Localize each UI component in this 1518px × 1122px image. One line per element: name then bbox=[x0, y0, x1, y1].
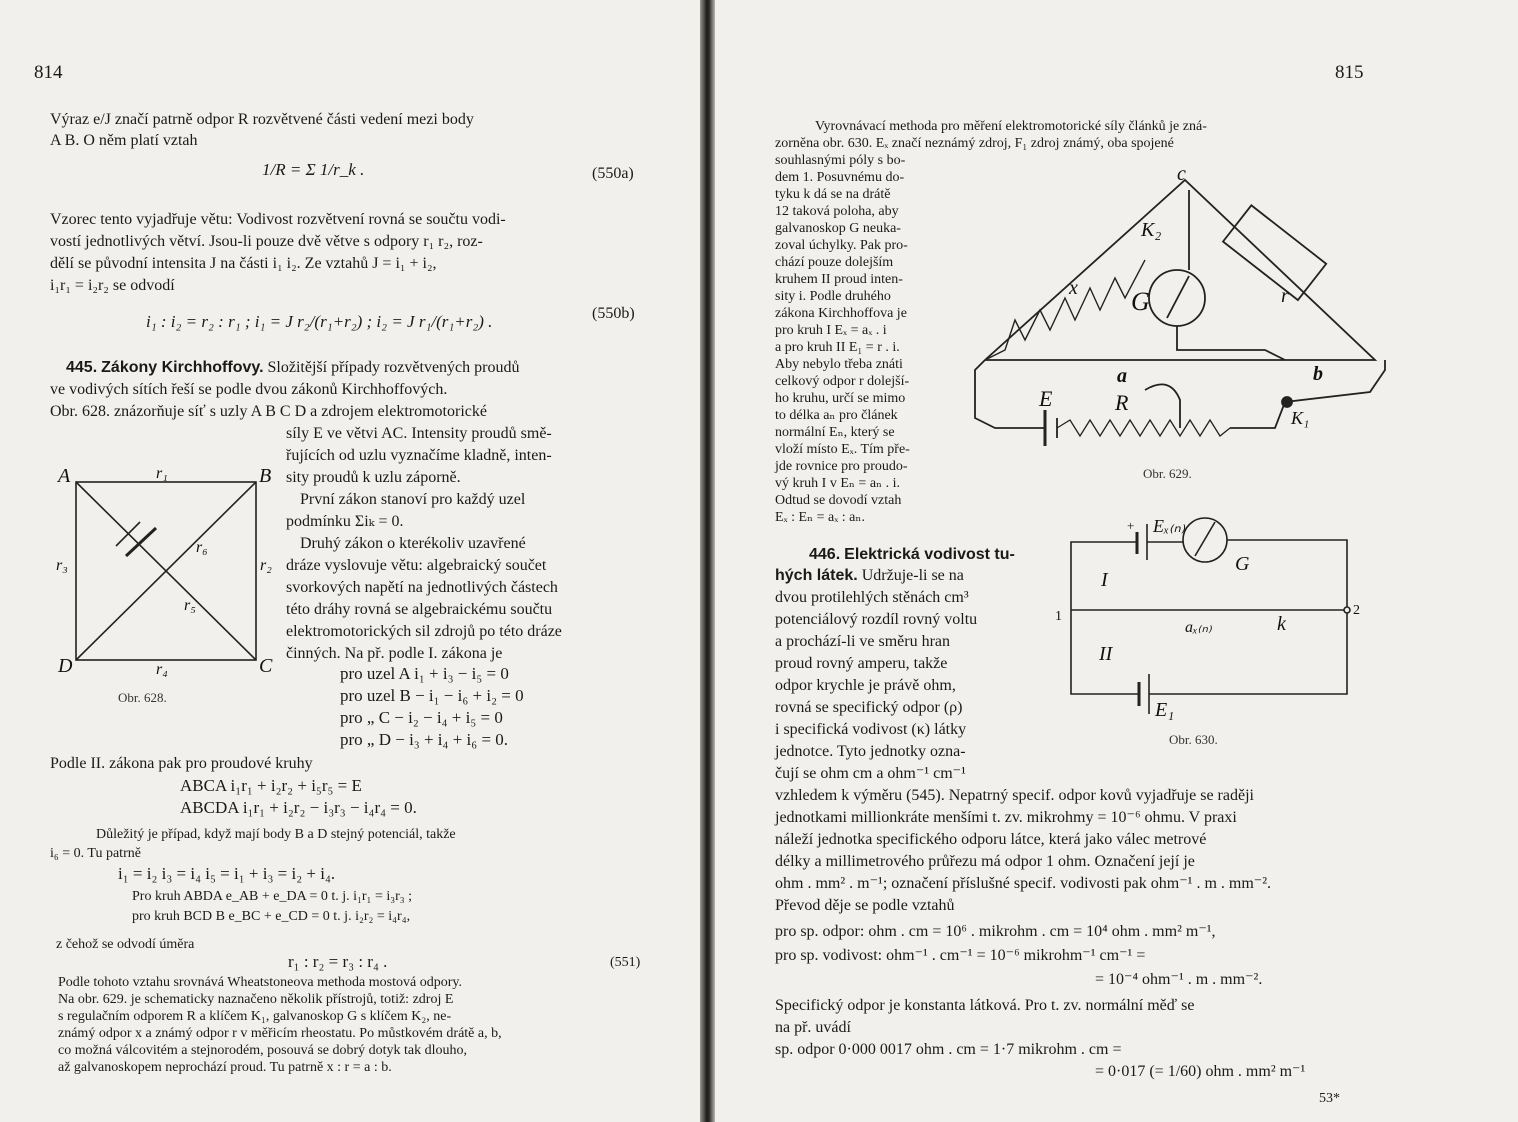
page-number: 814 bbox=[34, 62, 63, 83]
text-line: až galvanoskopem neprochází proud. Tu patrně x : r = a : b. bbox=[58, 1060, 392, 1075]
equation-551: r₁ : r₂ = r₃ : r₄ . bbox=[288, 952, 388, 971]
label: Eₓ₍ₙ₎ bbox=[1153, 516, 1186, 536]
label: G bbox=[1235, 553, 1250, 575]
equation-550b: i₁ : i₂ = r₂ : r₁ ; i₁ = J r₂/(r₁+r₂) ; i₂ = J r₁/(r₁+r₂) . bbox=[146, 312, 493, 331]
text-line: sp. odpor 0·000 0017 ohm . cm = 1·7 mikrohm . cm = bbox=[775, 1041, 1122, 1058]
text-line: souhlasnými póly s bo- bbox=[775, 153, 906, 168]
figure-628 bbox=[56, 460, 276, 680]
label: G bbox=[1131, 287, 1150, 316]
label: II bbox=[1099, 643, 1113, 665]
equation: i₁ = i₂ i₃ = i₄ i₅ = i₁ + i₃ = i₂ + i₄. bbox=[118, 864, 336, 883]
label: b bbox=[1313, 363, 1323, 385]
text-line: = 0·017 (= 1/60) ohm . mm² m⁻¹ bbox=[1095, 1063, 1306, 1080]
text-line: čují se ohm cm a ohm⁻¹ cm⁻¹ bbox=[775, 765, 966, 782]
label-node: B bbox=[259, 465, 272, 487]
text-line: Na obr. 629. je schematicky naznačeno několik přístrojů, totiž: zdroj E bbox=[58, 992, 454, 1007]
label-resistor: r₂ bbox=[260, 557, 272, 574]
label-node: D bbox=[58, 655, 73, 677]
text-line: Aby nebylo třeba znáti bbox=[775, 357, 903, 372]
text-line: Podle II. zákona pak pro proudové kruhy bbox=[50, 755, 313, 772]
equation-label: (550a) bbox=[592, 165, 634, 182]
label: r bbox=[1281, 285, 1289, 307]
label: 1 bbox=[1055, 609, 1062, 624]
section-number: 446. bbox=[809, 546, 841, 563]
label: x bbox=[1069, 277, 1078, 299]
text-line: dvou protilehlých stěnách cm³ bbox=[775, 589, 969, 606]
text-line: 12 taková poloha, aby bbox=[775, 204, 899, 219]
section-445-heading: 445. Zákony Kirchhoffovy. Složitější případy rozvětvených proudů bbox=[66, 359, 520, 376]
text-line: proud rovný amperu, takže bbox=[775, 655, 948, 672]
label: 2 bbox=[1353, 603, 1360, 618]
text-line: co možná válcovitém a stejnorodém, posouvá se dobrý dotyk tak dlouho, bbox=[58, 1043, 468, 1058]
text-line: a pro kruh II E₁ = r . i. bbox=[775, 340, 900, 355]
label-resistor: r₆ bbox=[196, 539, 208, 556]
figure-caption: Obr. 629. bbox=[1143, 466, 1192, 481]
text-line: Převod děje se podle vztahů bbox=[775, 897, 955, 914]
section-title-continued: hých látek. bbox=[775, 567, 858, 584]
text-line: Specifický odpor je konstanta látková. Pro t. zv. normální měď se bbox=[775, 997, 1195, 1014]
text-line: zákona Kirchhoffova je bbox=[775, 306, 907, 321]
text-line: Odtud se dovodí vztah bbox=[775, 493, 902, 508]
label-node: C bbox=[259, 655, 273, 677]
loop-equation: ABCA i₁r₁ + i₂r₂ + i₅r₅ = E bbox=[180, 776, 362, 795]
text-line: Výraz e/J značí patrně odpor R rozvětvené části vedení mezi body bbox=[50, 111, 474, 128]
section-446-heading bbox=[809, 545, 1015, 565]
text-line: vzhledem k výměru (545). Nepatrný specif. odpor kovů vyjadřuje se raději bbox=[775, 787, 1254, 804]
text-line: sity i. Podle druhého bbox=[775, 289, 891, 304]
text-line: pro sp. vodivost: ohm⁻¹ . cm⁻¹ = 10⁻⁶ mikrohm⁻¹ cm⁻¹ = bbox=[775, 947, 1146, 964]
left-page bbox=[0, 0, 700, 1122]
right-page bbox=[715, 0, 1518, 1122]
label: k bbox=[1277, 613, 1286, 635]
text-line: vloží místo Eₓ. Tím pře- bbox=[775, 442, 910, 457]
text-line: i₆ = 0. Tu patrně bbox=[50, 846, 141, 861]
label: R bbox=[1115, 390, 1129, 415]
text-line: elektromotorických sil zdrojů po této dráze bbox=[286, 623, 562, 640]
label: K₁ bbox=[1291, 408, 1310, 428]
text-line: odpor krychle je právě ohm, bbox=[775, 677, 956, 694]
text-line: Druhý zákon o kterékoliv uzavřené bbox=[300, 535, 526, 552]
label-resistor: r₃ bbox=[56, 557, 68, 574]
text-line: galvanoskop G neuka- bbox=[775, 221, 901, 236]
text-line: chází pouze dolejším bbox=[775, 255, 894, 270]
text-line: = 10⁻⁴ ohm⁻¹ . m . mm⁻². bbox=[1095, 971, 1263, 988]
text-line: sity proudů k uzlu záporně. bbox=[286, 469, 461, 486]
figure-caption: Obr. 630. bbox=[1169, 732, 1218, 747]
node-equation: pro „ C − i₂ − i₄ + i₅ = 0 bbox=[340, 708, 503, 727]
text-line: činných. Na př. podle I. zákona je bbox=[286, 645, 503, 662]
label: K₂ bbox=[1141, 219, 1162, 241]
label: + bbox=[1127, 518, 1135, 533]
text-line: z čehož se odvodí úměra bbox=[56, 937, 195, 952]
signature-mark: 53* bbox=[1319, 1091, 1340, 1106]
text-line: dělí se původní intensita J na části i₁ i₂. Ze vztahů J = i₁ + i₂, bbox=[50, 255, 437, 272]
label-node: A bbox=[58, 465, 71, 487]
node-equation: pro uzel B − i₁ − i₆ + i₂ = 0 bbox=[340, 686, 524, 705]
text-line: ohm . mm² . m⁻¹; označení příslušné specif. vodivosti pak ohm⁻¹ . m . mm⁻². bbox=[775, 875, 1272, 892]
text-line: tyku k dá se na drátě bbox=[775, 187, 891, 202]
text-line: svorkových napětí na jednotlivých částech bbox=[286, 579, 558, 596]
text-line: První zákon stanoví pro každý uzel bbox=[300, 491, 526, 508]
text-line: pro kruh BCD B e_BC + e_CD = 0 t. j. i₂r₂ = i₄r₄, bbox=[132, 909, 411, 924]
text-line: s regulačním odporem R a klíčem K₁, galvanoskop G s klíčem K₂, ne- bbox=[58, 1009, 452, 1024]
text-line: kruhem II proud inten- bbox=[775, 272, 903, 287]
label: E bbox=[1039, 386, 1053, 411]
text-line: jde rovnice pro proudo- bbox=[775, 459, 908, 474]
label-resistor: r₅ bbox=[184, 597, 196, 614]
label: E₁ bbox=[1155, 699, 1175, 721]
equation-label: (551) bbox=[610, 955, 641, 970]
text-line: potenciálový rozdíl rovný voltu bbox=[775, 611, 978, 628]
text-line: Obr. 628. znázorňuje síť s uzly A B C D a zdrojem elektromotorické bbox=[50, 403, 487, 420]
text-line: na př. uvádí bbox=[775, 1019, 851, 1036]
text-line: délky a millimetrového průřezu má odpor 1 ohm. Označení její je bbox=[775, 853, 1195, 870]
text-line: Důležitý je případ, když mají body B a D stejný potenciál, takže bbox=[96, 827, 456, 842]
text-line: Eₓ : Eₙ = aₓ : aₙ. bbox=[775, 510, 865, 525]
text-line: a prochází-li ve směru hran bbox=[775, 633, 951, 650]
section-title: Elektrická vodivost tu- bbox=[844, 546, 1015, 563]
text-line: pro kruh I Eₓ = aₓ . i bbox=[775, 323, 887, 338]
text-line: jednotkami millionkráte menšími t. zv. mikrohmy = 10⁻⁶ ohmu. V praxi bbox=[775, 809, 1237, 826]
text-line: i₁r₁ = i₂r₂ se odvodí bbox=[50, 277, 175, 294]
label-resistor: r₄ bbox=[156, 661, 168, 678]
text-line: ho kruhu, určí se mimo bbox=[775, 391, 906, 406]
text-line: Pro kruh ABDA e_AB + e_DA = 0 t. j. i₁r₁ = i₃r₃ ; bbox=[132, 889, 413, 904]
text-line: vostí jednotlivých větví. Jsou-li pouze dvě větve s odpory r₁ r₂, roz- bbox=[50, 233, 483, 250]
text-line: dem 1. Posuvnému do- bbox=[775, 170, 905, 185]
text-line: podmínku Σiₖ = 0. bbox=[286, 513, 404, 530]
text-line: ve vodivých sítích řeší se podle dvou zákonů Kirchhoffových. bbox=[50, 381, 448, 398]
label: aₓ₍ₙ₎ bbox=[1185, 619, 1212, 636]
text-line: i specifická vodivost (κ) látky bbox=[775, 721, 967, 738]
page-number: 815 bbox=[1335, 62, 1364, 83]
node-equation: pro „ D − i₃ + i₄ + i₆ = 0. bbox=[340, 730, 509, 749]
text-line: Vzorec tento vyjadřuje větu: Vodivost rozvětvení rovná se součtu vodi- bbox=[50, 211, 506, 228]
label: c bbox=[1177, 163, 1186, 185]
text-line: normální Eₙ, který se bbox=[775, 425, 895, 440]
node-equation: pro uzel A i₁ + i₃ − i₅ = 0 bbox=[340, 664, 509, 683]
text-line: to délka aₙ pro článek bbox=[775, 408, 898, 423]
text-line: jednotce. Tyto jednotky ozna- bbox=[775, 743, 966, 760]
text-line: této dráhy rovná se algebraickému součtu bbox=[286, 601, 553, 618]
text-line: A B. O něm platí vztah bbox=[50, 132, 198, 149]
section-number: 445. bbox=[66, 359, 98, 376]
text-line: Vyrovnávací methoda pro měření elektromotorické síly článků je zná- bbox=[815, 119, 1207, 134]
label-resistor: r₁ bbox=[156, 465, 168, 482]
text-line: známý odpor x a známý odpor r v měřicím rheostatu. Po můstkovém drátě a, b, bbox=[58, 1026, 502, 1041]
text-line: hých látek. Udržuje-li se na bbox=[775, 567, 964, 584]
text-line: zorněna obr. 630. Eₓ značí neznámý zdroj, F₁ zdroj známý, oba spojené bbox=[775, 136, 1174, 151]
text-line: pro sp. odpor: ohm . cm = 10⁶ . mikrohm . cm = 10⁴ ohm . mm² m⁻¹, bbox=[775, 923, 1216, 940]
text-line: dráze vyslovuje větu: algebraický součet bbox=[286, 557, 547, 574]
text-line: zoval úchylky. Pak pro- bbox=[775, 238, 908, 253]
text-line: vý kruh I v Eₙ = aₙ . i. bbox=[775, 476, 900, 491]
text-line: Podle tohoto vztahu srovnává Wheatstoneova methoda mostová odpory. bbox=[58, 975, 462, 990]
text-line: síly E ve větvi AC. Intensity proudů smě- bbox=[286, 425, 552, 442]
label: a bbox=[1117, 365, 1127, 387]
text-line: celkový odpor r dolejší- bbox=[775, 374, 910, 389]
figure-629 bbox=[945, 163, 1395, 460]
section-title: Zákony Kirchhoffovy. bbox=[101, 359, 264, 376]
loop-equation: ABCDA i₁r₁ + i₂r₂ − i₃r₃ − i₄r₄ = 0. bbox=[180, 798, 417, 817]
equation-label: (550b) bbox=[592, 305, 635, 322]
figure-630 bbox=[1055, 510, 1395, 730]
label: I bbox=[1101, 569, 1108, 591]
text-line: řujících od uzlu vyznačíme kladně, inten- bbox=[286, 447, 552, 464]
text-line: rovná se specifický odpor (ρ) bbox=[775, 699, 963, 716]
text-line: náleží jednotka specifického odporu látce, která jako válec metrové bbox=[775, 831, 1207, 848]
equation-550a: 1/R = Σ 1/r_k . bbox=[262, 160, 365, 179]
figure-caption: Obr. 628. bbox=[118, 690, 167, 705]
book-gutter bbox=[700, 0, 715, 1122]
